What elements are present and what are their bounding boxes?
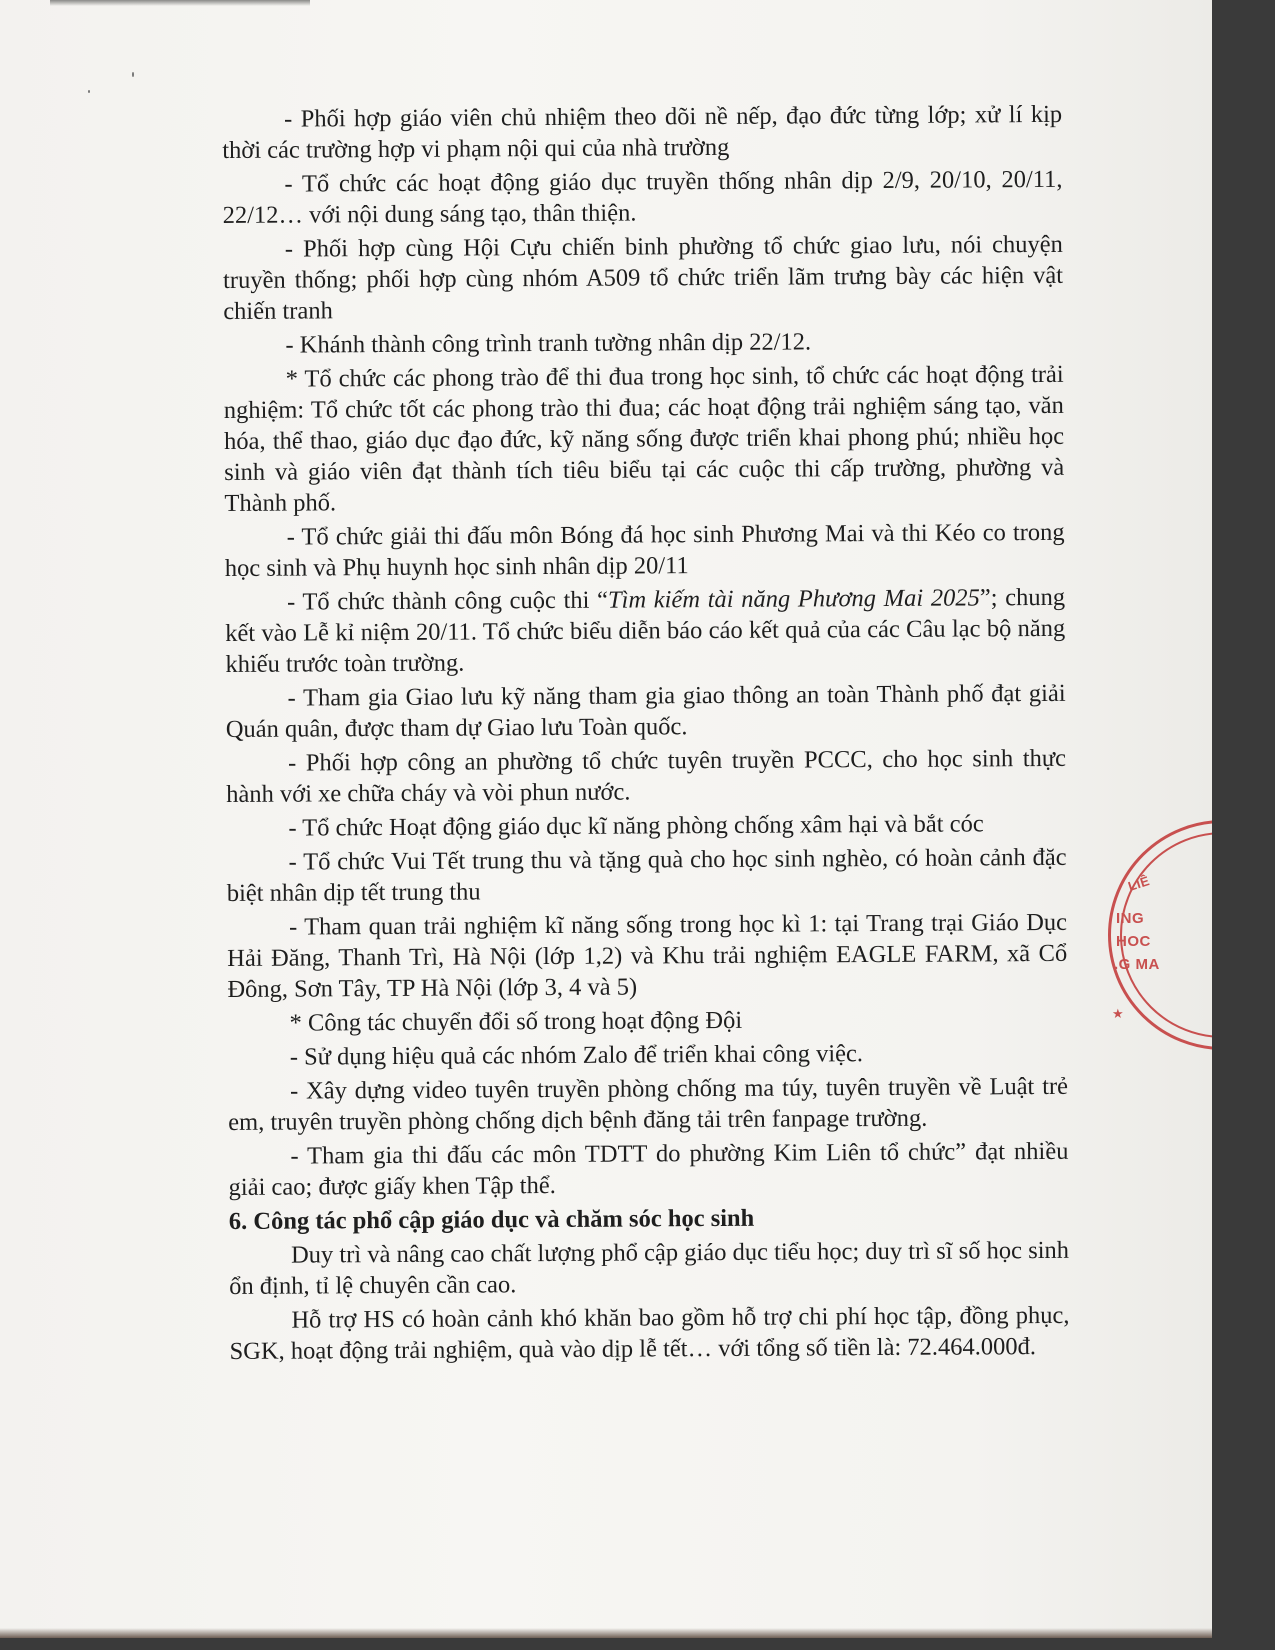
paragraph: - Tổ chức Vui Tết trung thu và tặng quà cho học sinh nghèo, có hoàn cảnh đặc biệt nhân dịp tết trung thu (226, 843, 1067, 907)
section-heading: 6. Công tác phổ cập giáo dục và chăm sóc học sinh (228, 1204, 755, 1235)
stamp-text: .G MA (1114, 956, 1160, 973)
document-body (222, 99, 1070, 1370)
paragraph: - Xây dựng video tuyên truyền phòng chống ma túy, tuyên truyền về Luật trẻ em, truyên truyền phòng chống dịch bệnh đăng tải trên fanpage trường. (228, 1072, 1069, 1136)
paragraph: - Tổ chức các hoạt động giáo dục truyền thống nhân dịp 2/9, 20/10, 20/11, 22/12… với nội dung sáng tạo, thân thiện. (222, 165, 1063, 229)
stamp-text: LIÊ (1126, 873, 1152, 894)
paragraph: - Phối hợp cùng Hội Cựu chiến binh phường tổ chức giao lưu, nói chuyện truyền thống; phối hợp cùng nhóm A509 tổ chức triển lãm trưng bày các hiện vật chiến tranh (222, 230, 1064, 325)
paragraph: - Tham gia Giao lưu kỹ năng tham gia giao thông an toàn Thành phố đạt giải Quán quân, được tham dự Giao lưu Toàn quốc. (225, 679, 1066, 743)
paragraph: - Khánh thành công trình tranh tường nhân dịp 22/12. (285, 328, 812, 359)
stamp-text: ING (1116, 910, 1145, 927)
scan-speck (132, 72, 134, 77)
paragraph: * Công tác chuyển đổi số trong hoạt động Đội (289, 1006, 743, 1037)
paragraph: - Sử dụng hiệu quả các nhóm Zalo để triển khai công việc. (289, 1040, 864, 1071)
paragraph: - Tham quan trải nghiệm kĩ năng sống trong học kì 1: tại Trang trại Giáo Dục Hải Đăng, Thanh Trì, Hà Nội (lớp 1,2) và Khu trải nghiệm EAGLE FARM, xã Cổ Đông, Sơn Tây, TP Hà Nội (lớp 3, 4 và 5) (227, 908, 1068, 1003)
paragraph: - Tổ chức Hoạt động giáo dục kĩ năng phòng chống xâm hại và bắt cóc (288, 810, 984, 842)
paragraph-text: ”; chung kết vào Lễ kỉ niệm 20/11. Tổ chức biểu diễn báo cáo kết quả của các Câu lạc bộ năng khiếu trước toàn trường. (225, 583, 1066, 678)
paragraph: * Tổ chức các phong trào để thi đua trong học sinh, tổ chức các hoạt động trải nghiệm: Tổ chức tốt các phong trào thi đua; các hoạt động trải nghiệm sáng tạo, văn hóa, thể thao, giáo dục đạo đức, kỹ năng sống được triển khai phong phú; nhiều học sinh và giáo viên đạt thành tích tiêu biểu tại các cuộc thi cấp trường, phường và Thành phố. (223, 360, 1065, 517)
stamp-star-icon: ★ (1112, 1006, 1125, 1021)
scan-edge-bottom (0, 1628, 1212, 1638)
paragraph: Duy trì và nâng cao chất lượng phổ cập giáo dục tiểu học; duy trì sĩ số học sinh ổn định, tỉ lệ chuyên cần cao. (229, 1236, 1070, 1300)
contest-title: Tìm kiếm tài năng Phương Mai 2025 (607, 584, 980, 614)
paragraph: - Phối hợp giáo viên chủ nhiệm theo dõi nề nếp, đạo đức từng lớp; xử lí kịp thời các trường hợp vi phạm nội qui của nhà trường (222, 100, 1063, 164)
paragraph-contest (225, 582, 1066, 680)
paragraph-text: - Tổ chức thành công cuộc thi “ (286, 586, 609, 616)
scan-edge-top (50, 0, 310, 6)
paragraph: - Tổ chức giải thi đấu môn Bóng đá học sinh Phương Mai và thi Kéo co trong học sinh và Phụ huynh học sinh nhân dịp 20/11 (224, 518, 1065, 582)
stamp-text: HOC (1116, 933, 1151, 950)
paragraph: - Tham gia thi đấu các môn TDTT do phường Kim Liên tổ chức” đạt nhiều giải cao; được giấy khen Tập thể. (228, 1137, 1069, 1201)
paragraph: - Phối hợp công an phường tổ chức tuyên truyền PCCC, cho học sinh thực hành với xe chữa cháy và vòi phun nước. (226, 744, 1067, 808)
red-seal-stamp (1108, 820, 1212, 1050)
paragraph: Hỗ trợ HS có hoàn cảnh khó khăn bao gồm hỗ trợ chi phí học tập, đồng phục, SGK, hoạt động trải nghiệm, quà vào dịp lễ tết… với tổng số tiền là: 72.464.000đ. (229, 1301, 1070, 1365)
scan-speck (88, 90, 90, 93)
